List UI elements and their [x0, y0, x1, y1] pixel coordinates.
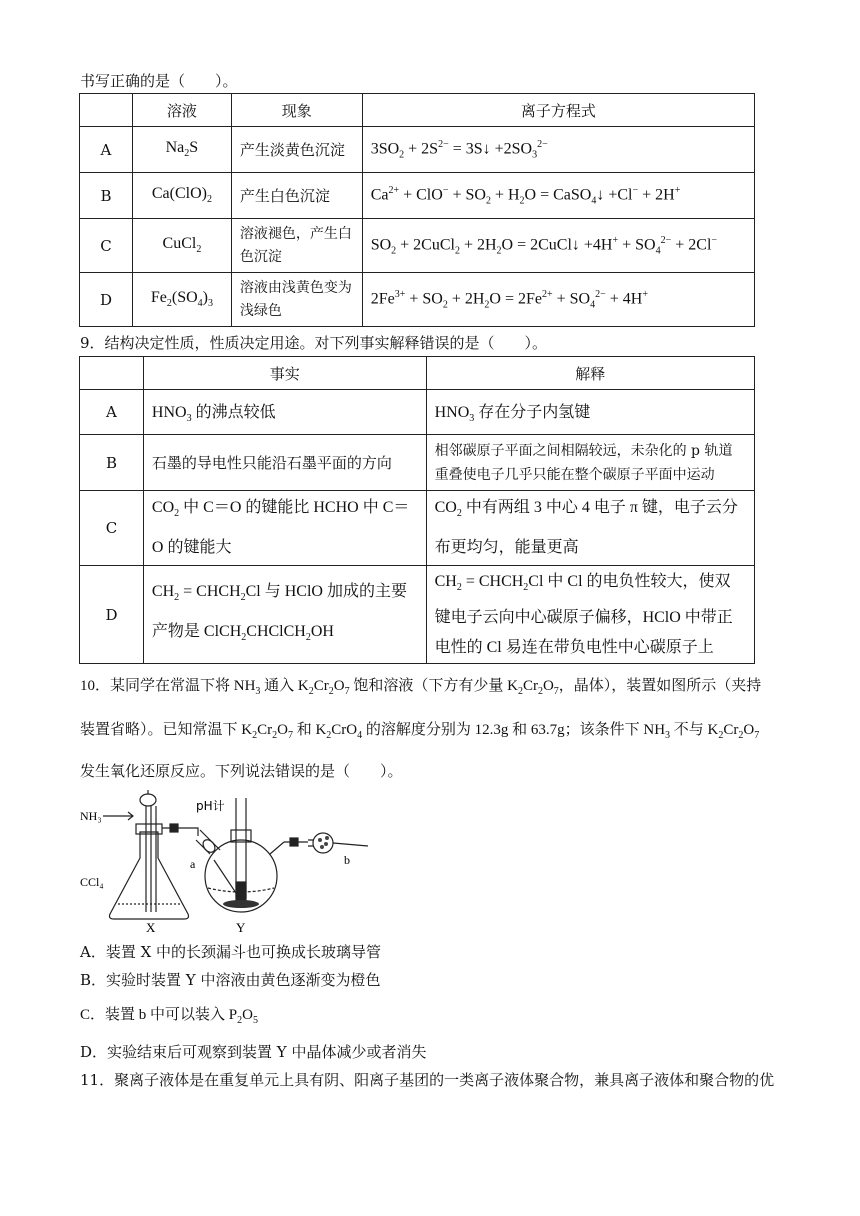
q9-header-blank	[80, 357, 144, 390]
q8-row-a-label: A	[80, 127, 133, 173]
q9-row-d-label: D	[80, 566, 144, 664]
q9-row-c-label: C	[80, 491, 144, 566]
q8-row-a-phenomenon: 产生淡黄色沉淀	[231, 127, 362, 173]
q9-row-b-fact: 石墨的导电性只能沿石墨平面的方向	[143, 435, 426, 491]
label-nh3: NH₃	[80, 809, 102, 823]
question-9-stem: 9．结构决定性质，性质决定用途。对下列事实解释错误的是（ ）。	[80, 334, 548, 352]
q10-option-d: D．实验结束后可观察到装置 Y 中晶体减少或者消失	[80, 1043, 427, 1061]
label-x: X	[146, 920, 156, 934]
q9-row-c-explanation: $CO_2$ 中有两组 3 中心 4 电子 π 键，电子云分布更均匀，能量更高	[426, 491, 754, 566]
q9-row-a-fact: $HNO_3$ 的沸点较低	[143, 390, 426, 435]
q10-option-a: A．装置 X 中的长颈漏斗也可换成长玻璃导管	[80, 943, 382, 961]
q9-row-d-fact: $CH_2$ = $CHCH_2Cl$ 与 HClO 加成的主要产物是 ClCH$_2$CHClCH$_2$OH	[143, 566, 426, 664]
q9-row-a-label: A	[80, 390, 144, 435]
q8-row-d-phenomenon: 溶液由浅黄色变为浅绿色	[231, 273, 362, 327]
q8-row-b-solution: $Ca(ClO)_2$	[132, 173, 231, 219]
q9-table	[79, 356, 755, 664]
label-ccl4: CCl₄	[80, 875, 104, 889]
q8-row-d-equation: $2Fe^{3+} + SO_2 + 2H_2O = 2Fe^{2+} + SO_4^{2-} + 4H^+$	[362, 273, 754, 327]
q8-row-d-solution: $Fe_2(SO_4)_3$	[132, 273, 231, 327]
question-10-stem-line-1: 10．某同学在常温下将 $NH_3$ 通入 $K_2Cr_2O_7$ 饱和溶液（下方有少量 $K_2Cr_2O_7$，晶体），装置如图所示（夹持	[80, 678, 762, 697]
question-11-stem: 11．聚离子液体是在重复单元上具有阴、阳离子基团的一类离子液体聚合物，兼具离子液体和聚合物的优	[80, 1071, 775, 1089]
question-8-stem-tail: 书写正确的是（ ）。	[80, 72, 238, 90]
question-10-stem-line-2: 装置省略）。已知常温下 $K_2Cr_2O_7$ 和 $K_2CrO_4$ 的溶解度分别为 12.3g 和 63.7g；该条件下 $NH_3$ 不与 $K_2Cr_2O_7$	[80, 722, 760, 741]
apparatus-figure	[78, 786, 378, 934]
q8-row-b-phenomenon: 产生白色沉淀	[231, 173, 362, 219]
q9-row-a-explanation: $HNO_3$ 存在分子内氢键	[426, 390, 754, 435]
q9-row-c-fact: $CO_2$ 中 C＝O 的键能比 HCHO 中 C＝O 的键能大	[143, 491, 426, 566]
q8-header-solution: 溶液	[132, 94, 231, 127]
q8-table	[79, 93, 755, 327]
q8-row-a-equation: $3SO_2 + 2S^{2-}$ = 3S↓ $+2SO_3^{2-}$	[362, 127, 754, 173]
q8-row-c-label: C	[80, 219, 133, 273]
q8-row-b-equation: $Ca^{2+} + ClO^- + SO_2 + H_2O$ = CaSO$_4$↓ +Cl− + 2H+	[362, 173, 754, 219]
q8-row-b-label: B	[80, 173, 133, 219]
q10-option-b: B．实验时装置 Y 中溶液由黄色逐渐变为橙色	[80, 971, 381, 989]
q9-header-fact: 事实	[143, 357, 426, 390]
q9-row-d-explanation: $CH_2$ = $CHCH_2Cl$ 中 Cl 的电负性较大，使双键电子云向中心碳原子偏移，HClO 中带正电性的 Cl 易连在带负电性中心碳原子上	[426, 566, 754, 664]
label-a: a	[190, 857, 196, 871]
q8-header-blank	[80, 94, 133, 127]
q8-row-d-label: D	[80, 273, 133, 327]
q8-row-c-equation: $SO_2$ + 2CuCl$_2$ + $2H_2O$ = 2CuCl↓ $+4H^+ + SO_4^{2-} + 2Cl^-$	[362, 219, 754, 273]
q8-header-phenomenon: 现象	[231, 94, 362, 127]
q8-row-c-solution: CuCl$_2$	[132, 219, 231, 273]
q9-row-b-label: B	[80, 435, 144, 491]
q8-row-c-phenomenon: 溶液褪色，产生白色沉淀	[231, 219, 362, 273]
label-b: b	[344, 853, 350, 867]
label-ph-meter: pH计	[196, 799, 225, 813]
q10-option-c: C．装置 b 中可以装入 $P_2O_5$	[80, 1007, 258, 1026]
question-10-stem-line-3: 发生氧化还原反应。下列说法错误的是（ ）。	[80, 762, 403, 780]
q9-header-explanation: 解释	[426, 357, 754, 390]
q9-row-b-explanation: 相邻碳原子平面之间相隔较远，未杂化的 p 轨道重叠使电子几乎只能在整个碳原子平面中运动	[426, 435, 754, 491]
label-y: Y	[236, 920, 246, 934]
q8-row-a-solution: $Na_2S$	[132, 127, 231, 173]
q8-header-equation: 离子方程式	[362, 94, 754, 127]
